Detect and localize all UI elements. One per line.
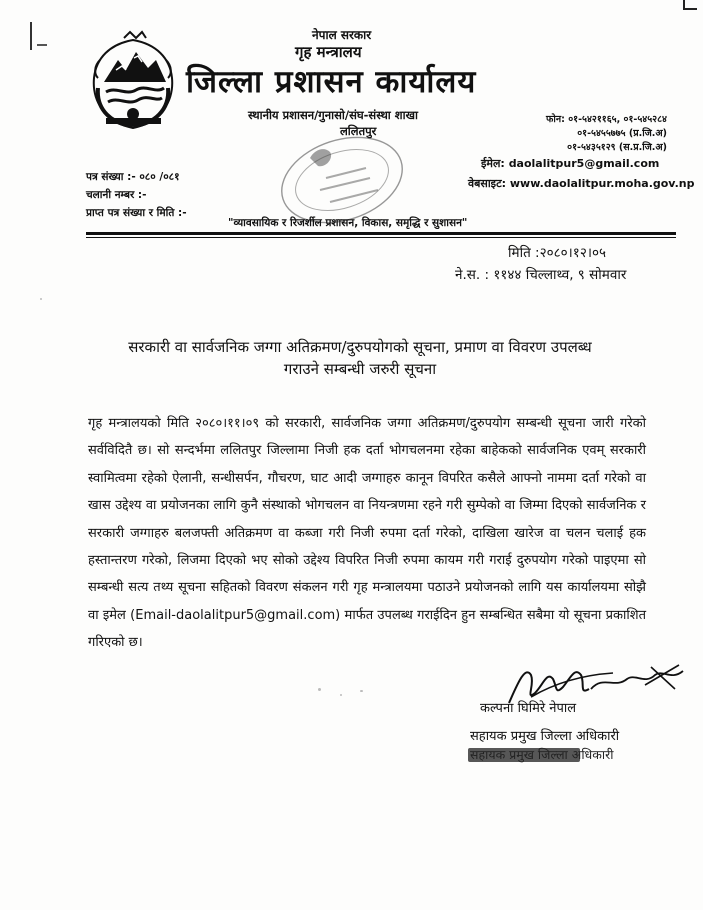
scan-speck	[318, 688, 321, 691]
scan-mark	[37, 44, 47, 46]
notice-heading-line: सरकारी वा सार्वजनिक जग्गा अतिक्रमण/दुरुपयोगको सूचना, प्रमाण वा विवरण उपलब्ध	[128, 338, 592, 356]
header-divider	[86, 232, 676, 235]
government-name: नेपाल सरकार	[312, 28, 372, 42]
office-title: जिल्ला प्रशासन कार्यालय	[186, 64, 477, 100]
phone-line	[546, 112, 667, 125]
office-stamp-icon	[270, 128, 415, 228]
signatory-designation: सहायक प्रमुख जिल्ला अधिकारी	[470, 729, 620, 744]
letter-number: पत्र संख्या :- ०८० /०८१	[86, 171, 180, 183]
nepal-emblem-icon	[86, 30, 181, 132]
phone-label: फोन:	[546, 114, 565, 125]
notice-heading-line: गराउने सम्बन्धी जरुरी सूचना	[283, 360, 437, 378]
notice-body: गृह मन्त्रालयको मिति २०८०।११।०९ को सरकारी, सार्वजनिक जग्गा अतिक्रमण/दुरुपयोग सम्बन्धी सूचना जारी गरेको सर्वविदितै छ। सो सन्दर्भमा ललितपुर जिल्लामा निजी हक दर्ता भोगचलनमा रहेका बाहेकको सार्वजनिक एवम् सरकारी स्वामित्वमा रहेको ऐलानी, सन्धीसर्पन, गौचरण, घाट आदी जग्गाहरु कानून विपरित कसैले आफ्नो नाममा दर्ता गरेको वा खास उद्देश्य वा प्रयोजनका लागि कुनै संस्थाको भोगचलन वा नियन्त्रणमा रहने गरी सुम्पेको वा जिम्मा दिएको सार्वजनिक र सरकारी जग्गाहरु बलजफ्ती अतिक्रमण वा कब्जा गरी निजी रुपमा दर्ता गरेको, दाखिला खारेज वा चलन चलाई हक हस्तान्तरण गरेको, लिजमा दिएको भए सोको उद्देश्य विपरित निजी रुपमा कायम गरी गराई दुरुपयोग गरेको पाइएमा सो सम्बन्धी सत्य तथ्य सूचना सहितको विवरण संकलन गरी गृह मन्त्रालयमा पठाउने प्रयोजनको लागि यस कार्यालयमा सोझै वा इमेल (Email-daolalitpur5@gmail.com) मार्फत उपलब्ध गराईदिन हुन सम्बन्धित सबैमा यो सूचना प्रकाशित गरिएको छ।	[88, 416, 646, 651]
signatory-name: कल्पना घिमिरे नेपाल	[480, 701, 577, 716]
email-address[interactable]: daolalitpur5@gmail.com	[508, 157, 660, 170]
phone-line: ०१-५४५५७७५ (प्र.जि.अ)	[577, 128, 667, 139]
header-divider-thin	[86, 237, 676, 238]
ministry-name: गृह मन्त्रालय	[295, 43, 362, 61]
notice-heading	[60, 336, 660, 380]
scan-mark	[30, 22, 32, 50]
phone-line: ०१-५४३५१२९ (स.प्र.जि.अ)	[567, 142, 667, 153]
section-name: स्थानीय प्रशासन/गुनासो/संघ-संस्था शाखा	[248, 108, 418, 122]
website-line	[468, 176, 695, 191]
website-url[interactable]: www.daolalitpur.moha.gov.np	[509, 177, 695, 190]
phone-number: ०१-५४२११६५, ०१-५४५२८४	[568, 114, 667, 125]
scan-corner-mark	[683, 0, 697, 10]
received-letter-number: प्राप्त पत्र संख्या र मिति :-	[86, 207, 187, 219]
date-bs: मिति :२०८०।१२।०५	[508, 245, 606, 261]
date-nepal-sambat: ने.स. : ११४४ चिल्लाथ्व, ९ सोमवार	[455, 267, 627, 283]
city-name: ललितपुर	[340, 124, 377, 138]
website-label: वेबसाइट:	[468, 177, 507, 190]
office-motto: "व्यावसायिक र रिजर्शील प्रशासन, विकास, समृद्धि र सुशासन"	[228, 217, 468, 229]
scan-speck	[340, 694, 342, 696]
email-line	[481, 156, 671, 171]
email-label: ईमेल:	[481, 157, 505, 170]
dispatch-number: चलानी नम्बर :-	[86, 189, 147, 201]
scan-speck	[40, 298, 42, 300]
designation-stamp: सहायक प्रमुख जिल्ला अधिकारी	[470, 747, 614, 762]
scan-speck	[360, 690, 363, 692]
